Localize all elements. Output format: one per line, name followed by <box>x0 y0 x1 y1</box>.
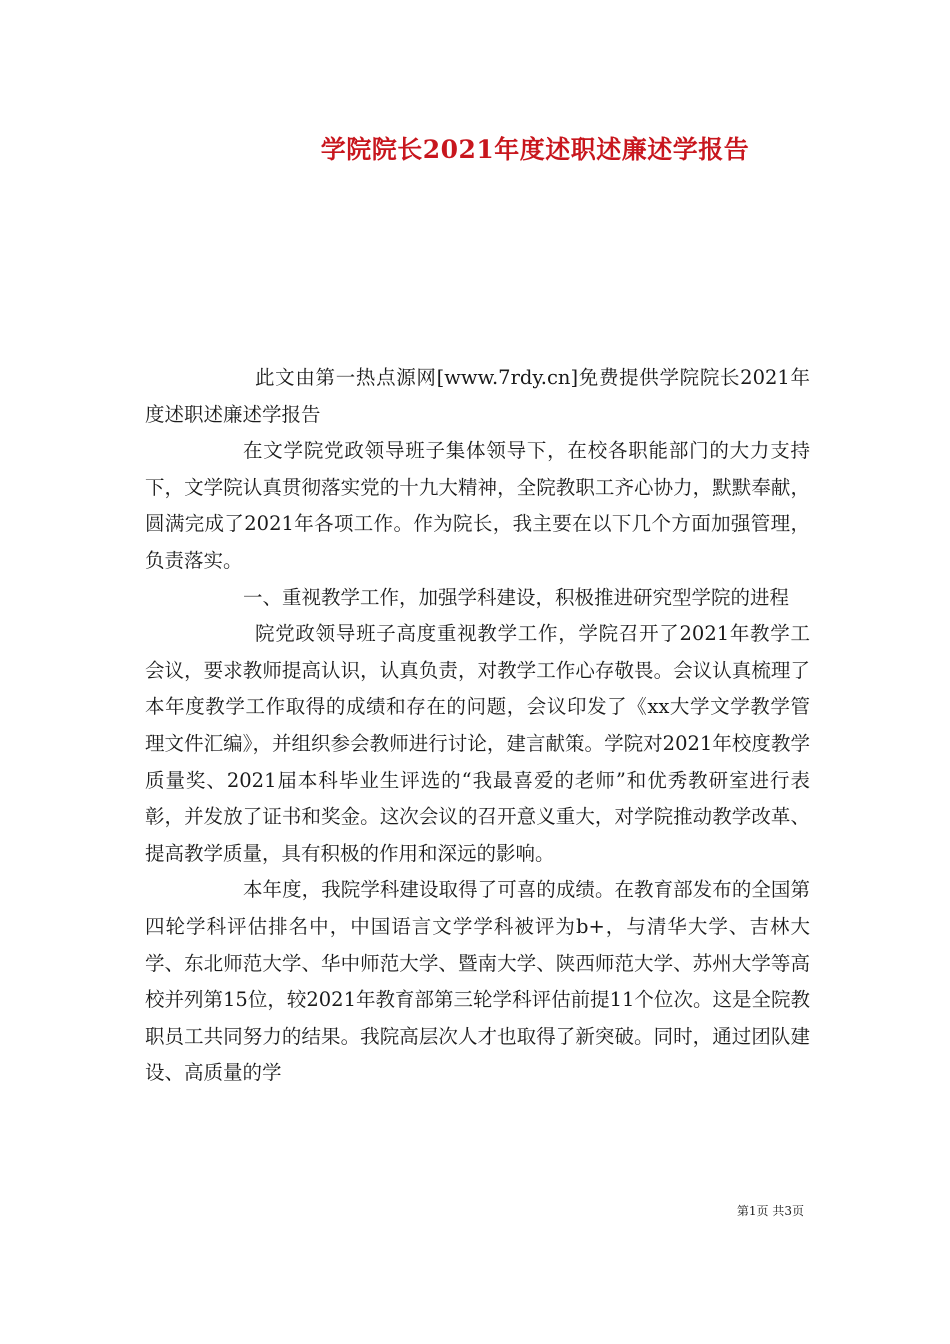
document-body <box>145 360 810 1092</box>
footer-total-pages: 3 <box>784 1204 792 1218</box>
footer-suffix: 页 <box>791 1204 804 1218</box>
discipline-building-paragraph: 本年度，我院学科建设取得了可喜的成绩。在教育部发布的全国第四轮学科评估排名中，中国语言文学学科被评为b+，与清华大学、吉林大学、东北师范大学、华中师范大学、暨南大学、陕西师范大学、苏州大学等高校并列第15位，较2021年教育部第三轮学科评估前提11个位次。这是全院教职员工共同努力的结果。我院高层次人才也取得了新突破。同时，通过团队建设、高质量的学 <box>145 878 810 1085</box>
intro-paragraph: 在文学院党政领导班子集体领导下，在校各职能部门的大力支持下，文学院认真贯彻落实党的十九大精神，全院教职工齐心协力，默默奉献，圆满完成了2021年各项工作。作为院长，我主要在以下几个方面加强管理，负责落实。 <box>145 439 810 572</box>
footer-middle: 页 共 <box>756 1204 785 1218</box>
footer-current-page: 1 <box>748 1204 757 1218</box>
footer-prefix: 第 <box>736 1204 749 1218</box>
section-heading-paragraph: 一、重视教学工作，加强学科建设，积极推进研究型学院的进程 <box>243 585 790 609</box>
page-number-footer <box>737 1202 804 1219</box>
document-title: 学院院长2021年度述职述廉述学报告 <box>320 135 750 164</box>
teaching-work-paragraph: 院党政领导班子高度重视教学工作，学院召开了2021年教学工会议，要求教师提高认识，认真负责，对教学工作心存敬畏。会议认真梳理了本年度教学工作取得的成绩和存在的问题，会议印发了《xx大学文学教学管理文件汇编》，并组织参会教师进行讨论，建言献策。学院对2021年校度教学质量奖、2021届本科毕业生评选的“我最喜爱的老师”和优秀教研室进行表彰，并发放了证书和奖金。这次会议的召开意义重大，对学院推动教学改革、提高教学质量，具有积极的作用和深远的影响。 <box>145 622 810 865</box>
source-note-paragraph: 此文由第一热点源网[www.7rdy.cn]免费提供学院院长2021年度述职述廉述学报告 <box>145 366 810 426</box>
